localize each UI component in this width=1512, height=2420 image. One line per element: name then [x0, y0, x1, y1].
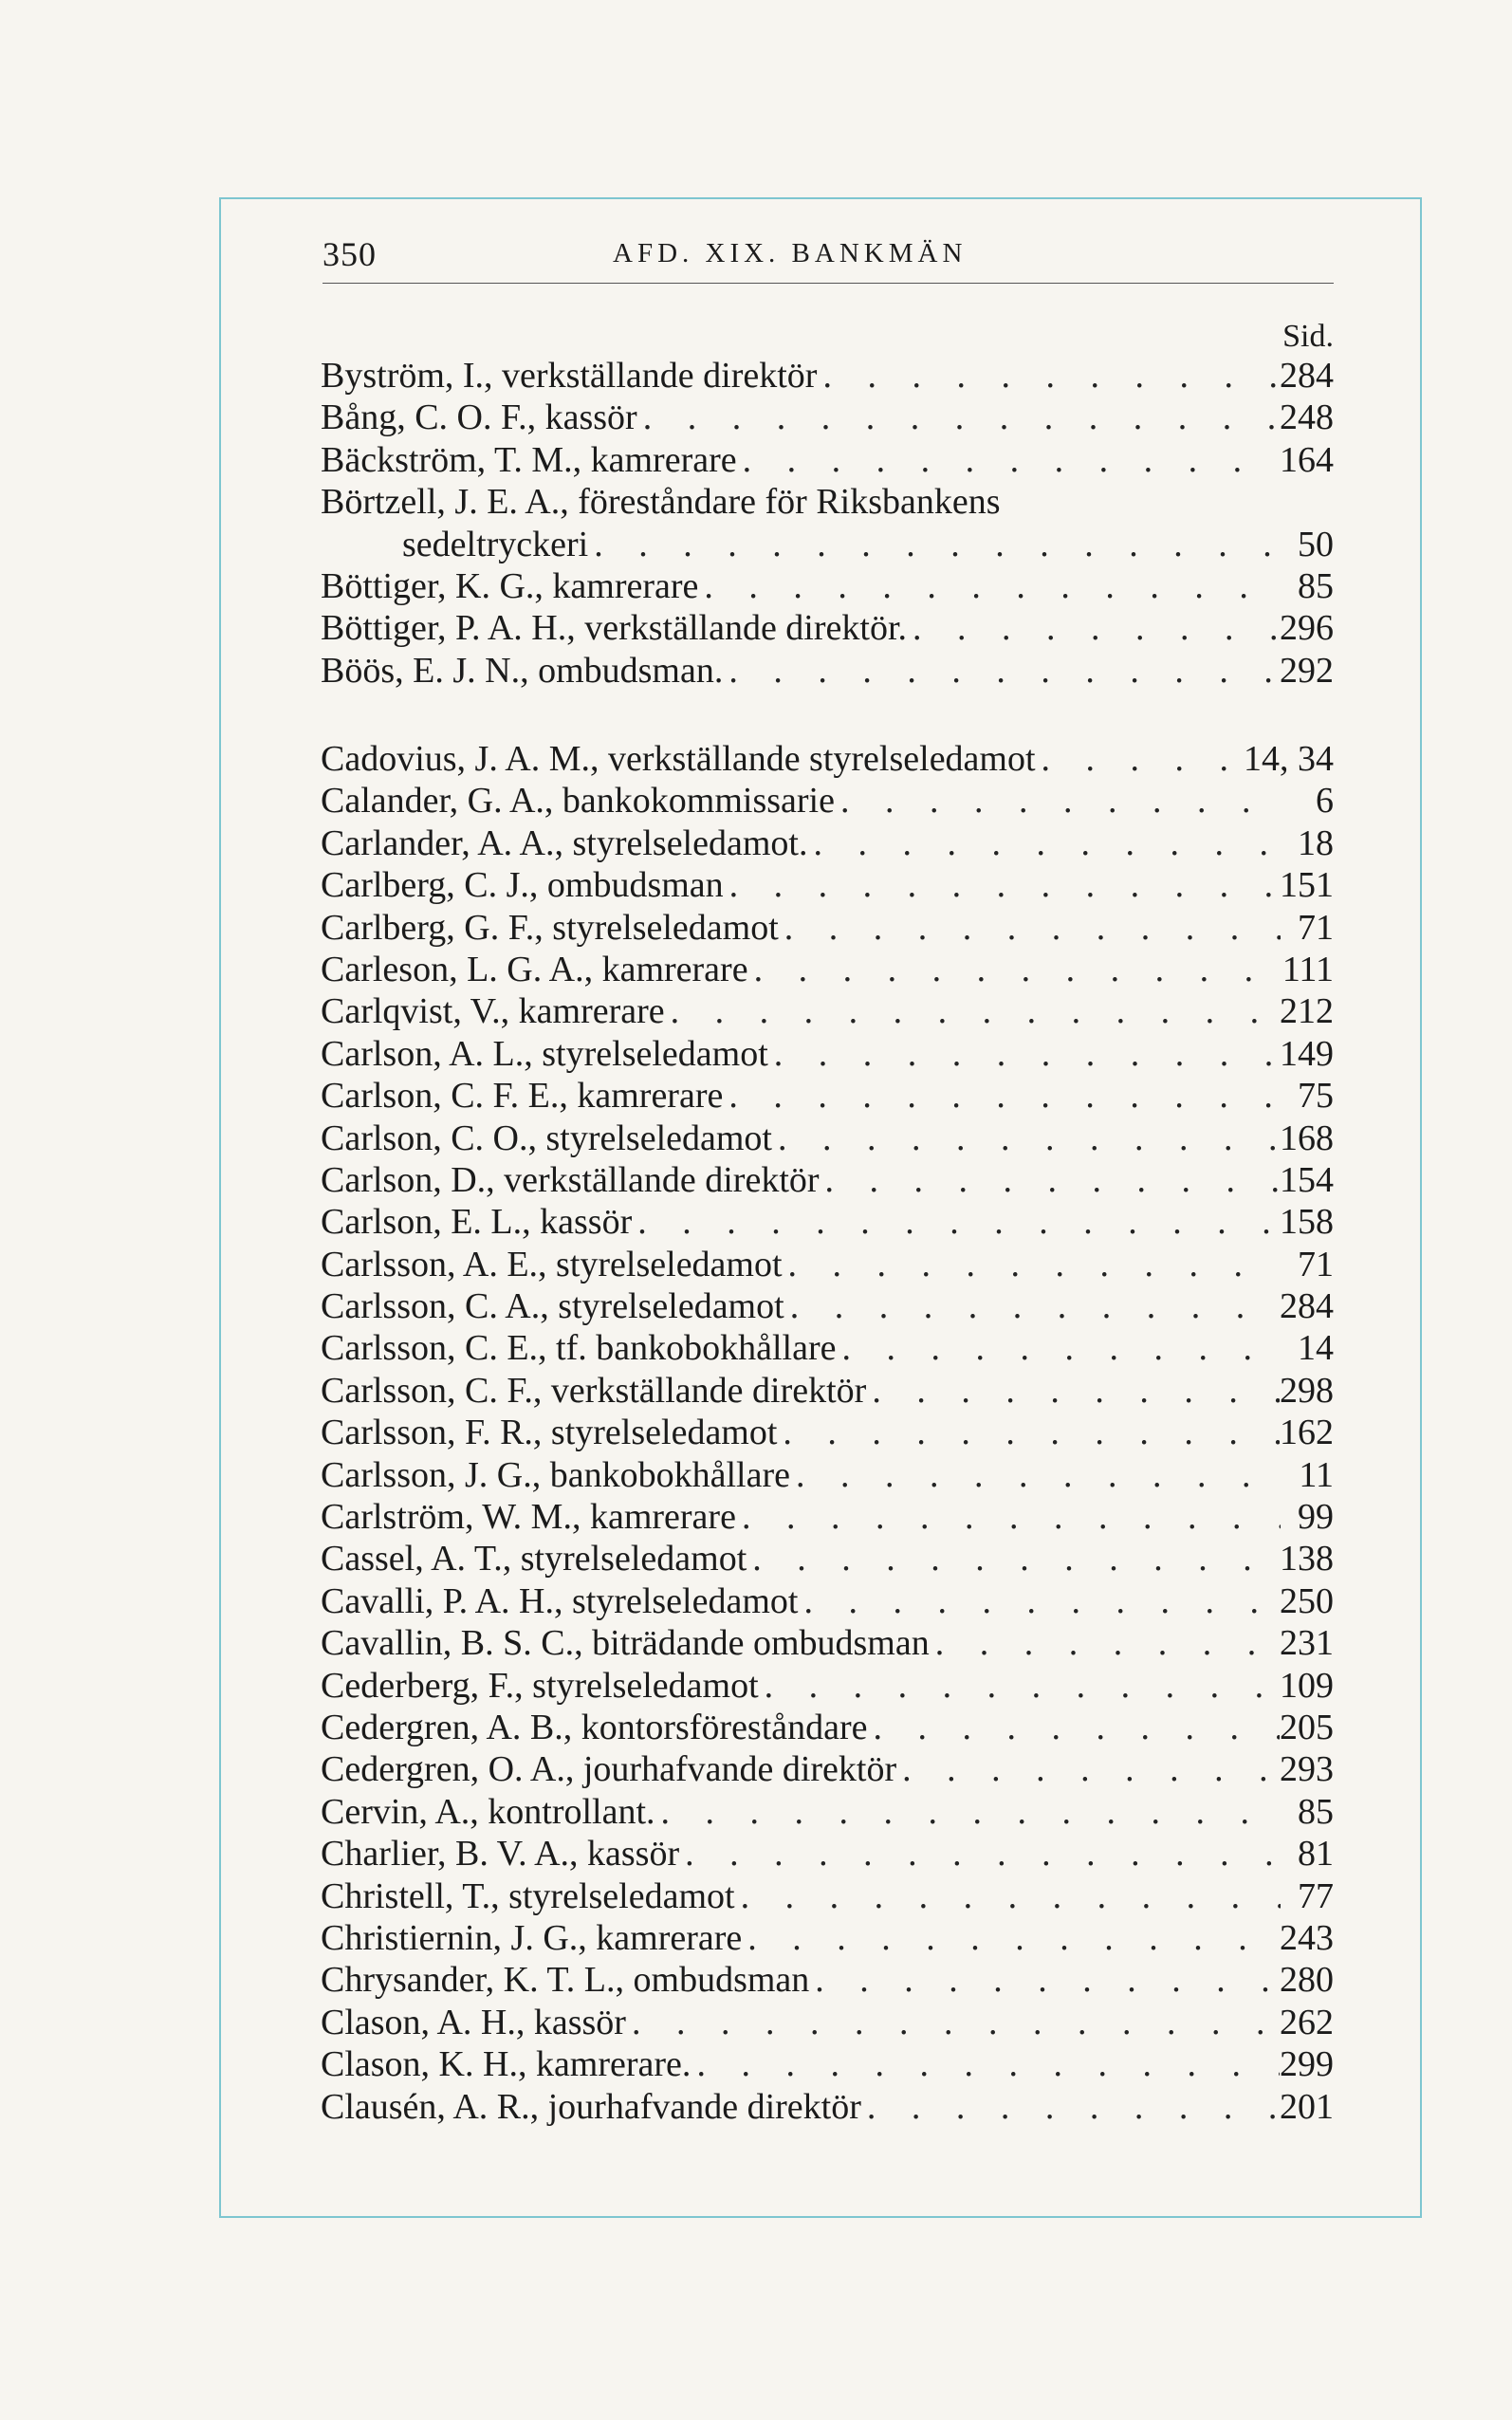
- entry-page-number: 18: [1298, 822, 1334, 863]
- entry-text: Carlsson, C. E., tf. bankobokhållare: [321, 1328, 837, 1369]
- leader-dots: [737, 439, 1280, 481]
- leader-dots: [1036, 738, 1244, 780]
- entry-page-number: 299: [1280, 2044, 1334, 2085]
- entry-text: Bång, C. O. F., kassör: [321, 397, 637, 438]
- leader-dots: [723, 650, 1280, 692]
- index-entry: [321, 1707, 1334, 1748]
- leader-dots: [790, 1454, 1281, 1496]
- entry-text: Carlson, C. O., styrelseledamot: [321, 1118, 772, 1158]
- entry-page-number: 85: [1298, 1791, 1334, 1832]
- entry-page-number: 164: [1280, 439, 1334, 480]
- leader-dots: [724, 864, 1280, 906]
- entry-text: Carlström, W. M., kamrerare: [321, 1497, 736, 1538]
- leader-dots: [783, 1244, 1281, 1285]
- index-entry: [321, 1075, 1334, 1117]
- entry-text: Carlson, E. L., kassör: [321, 1202, 633, 1243]
- index-entry: [321, 1454, 1334, 1496]
- leader-dots: [820, 1159, 1280, 1201]
- index-entry: [321, 524, 1334, 565]
- entry-text: Cassel, A. T., styrelseledamot: [321, 1539, 747, 1579]
- entry-text: Carlson, A. L., styrelseledamot: [321, 1033, 768, 1074]
- entry-text: Clason, K. H., kamrerare.: [321, 2044, 691, 2085]
- index-entry: [321, 2086, 1334, 2128]
- index-entry: [321, 397, 1334, 438]
- entry-page-number: 151: [1280, 865, 1334, 906]
- entry-text: Christell, T., styrelseledamot: [321, 1875, 735, 1916]
- leader-dots: [698, 565, 1281, 607]
- entry-text: Carlberg, C. J., ombudsman: [321, 865, 724, 906]
- index-entry: [321, 2043, 1334, 2085]
- entry-text: Böttiger, K. G., kamrerare: [321, 565, 699, 606]
- entry-text: Carlsson, F. R., styrelseledamot: [321, 1413, 778, 1453]
- entry-page-number: 71: [1298, 1244, 1334, 1284]
- leader-dots: [798, 1580, 1280, 1622]
- index-entry: [321, 1244, 1334, 1285]
- entry-text: Böttiger, P. A. H., verkställande direktör.: [321, 608, 908, 649]
- index-entry: [321, 481, 1334, 523]
- index-entry: [321, 607, 1334, 649]
- index-entry: [321, 949, 1334, 990]
- entry-text: Cedergren, O. A., jourhafvande direktör: [321, 1749, 897, 1790]
- leader-dots: [626, 2002, 1280, 2043]
- index-entry: [321, 907, 1334, 949]
- index-entry: [321, 738, 1334, 780]
- entry-text: Carlson, D., verkställande direktör: [321, 1159, 820, 1200]
- entry-page-number: 109: [1280, 1665, 1334, 1706]
- entry-page-number: 284: [1280, 356, 1334, 396]
- index-entry: [321, 1917, 1334, 1959]
- page-number: 350: [323, 235, 377, 273]
- leader-dots: [742, 1917, 1280, 1959]
- index-entry: [321, 780, 1334, 822]
- entry-text: Carlander, A. A., styrelseledamot.: [321, 822, 808, 863]
- entry-text: Carlsson, A. E., styrelseledamot: [321, 1244, 783, 1284]
- entry-text: Carlsson, J. G., bankobokhållare: [321, 1454, 790, 1495]
- index-entry: [321, 1665, 1334, 1707]
- leader-dots: [817, 355, 1280, 397]
- index-group-c: [321, 738, 1334, 2128]
- entry-page-number: 296: [1280, 608, 1334, 649]
- leader-dots: [736, 1496, 1281, 1538]
- entry-text: Börtzell, J. E. A., föreståndare för Riksbankens: [321, 482, 1001, 523]
- entry-page-number: 248: [1280, 397, 1334, 438]
- leader-dots: [809, 1959, 1280, 2001]
- leader-dots: [861, 2086, 1280, 2128]
- leader-dots: [777, 1412, 1280, 1453]
- entry-page-number: 6: [1316, 781, 1334, 822]
- running-head: AFD. XIX. BANKMÄN: [613, 238, 968, 268]
- index-entry: [321, 650, 1334, 692]
- entry-page-number: 99: [1298, 1497, 1334, 1538]
- entry-text: Carleson, L. G. A., kamrerare: [321, 949, 748, 989]
- index-entry: [321, 355, 1334, 397]
- index-entry: [321, 1412, 1334, 1453]
- entry-page-number: 154: [1280, 1159, 1334, 1200]
- entry-page-number: 298: [1280, 1370, 1334, 1411]
- entry-page-number: 14: [1298, 1328, 1334, 1369]
- leader-dots: [907, 607, 1280, 649]
- column-label: Sid.: [1282, 319, 1334, 354]
- leader-dots: [588, 524, 1281, 565]
- leader-dots: [735, 1875, 1281, 1917]
- leader-dots: [837, 1327, 1281, 1369]
- entry-page-number: 14, 34: [1244, 739, 1334, 779]
- leader-dots: [655, 1791, 1281, 1833]
- index-entry: [321, 822, 1334, 864]
- entry-page-number: 71: [1298, 907, 1334, 948]
- leader-dots: [748, 949, 1281, 990]
- index-entry: [321, 1538, 1334, 1579]
- entry-text: Carlson, C. F. E., kamrerare: [321, 1076, 724, 1117]
- entry-text: Cedergren, A. B., kontorsföreståndare: [321, 1707, 868, 1747]
- leader-dots: [772, 1118, 1280, 1159]
- entry-text: Chrysander, K. T. L., ombudsman: [321, 1960, 810, 2001]
- index-entry: [321, 1370, 1334, 1412]
- leader-dots: [866, 1370, 1280, 1412]
- index-entry: [321, 1201, 1334, 1243]
- entry-page-number: 250: [1280, 1580, 1334, 1621]
- index-entry: [321, 1118, 1334, 1159]
- leader-dots: [835, 780, 1281, 822]
- leader-dots: [691, 2043, 1280, 2085]
- index-entry: [321, 1159, 1334, 1201]
- entry-text: Cavalli, P. A. H., styrelseledamot: [321, 1580, 799, 1621]
- entry-page-number: 75: [1298, 1076, 1334, 1117]
- entry-page-number: 11: [1299, 1454, 1334, 1495]
- leader-dots: [768, 1033, 1280, 1075]
- index-entry: [321, 990, 1334, 1032]
- leader-dots: [747, 1538, 1280, 1579]
- entry-text: Böös, E. J. N., ombudsman.: [321, 650, 724, 691]
- entry-page-number: 212: [1280, 991, 1334, 1032]
- entry-text: Carlsson, C. A., styrelseledamot: [321, 1286, 784, 1327]
- entry-page-number: 162: [1280, 1413, 1334, 1453]
- leader-dots: [930, 1622, 1280, 1664]
- entry-text: Charlier, B. V. A., kassör: [321, 1834, 680, 1875]
- page-header: [323, 231, 1334, 284]
- entry-page-number: 292: [1280, 650, 1334, 691]
- index-group-b: [321, 355, 1334, 692]
- index-entry: [321, 1496, 1334, 1538]
- leader-dots: [637, 397, 1280, 438]
- index-entry: [321, 1748, 1334, 1790]
- entry-text: Carlsson, C. F., verkställande direktör: [321, 1370, 867, 1411]
- entry-text: Cederberg, F., styrelseledamot: [321, 1665, 759, 1706]
- entry-page-number: 293: [1280, 1749, 1334, 1790]
- leader-dots: [723, 1075, 1281, 1117]
- index-entry: [321, 1959, 1334, 2001]
- entry-page-number: 77: [1298, 1875, 1334, 1916]
- index-entry: [321, 1791, 1334, 1833]
- entry-page-number: 81: [1298, 1834, 1334, 1875]
- index-entry: [321, 1622, 1334, 1664]
- index-entry: [321, 1285, 1334, 1327]
- entry-page-number: 284: [1280, 1286, 1334, 1327]
- entry-page-number: 85: [1298, 565, 1334, 606]
- entry-text: sedeltryckeri: [402, 524, 589, 564]
- leader-dots: [868, 1707, 1280, 1748]
- entry-text: Carlberg, G. F., styrelseledamot: [321, 907, 779, 948]
- entry-page-number: 149: [1280, 1033, 1334, 1074]
- entry-page-number: 50: [1298, 524, 1334, 564]
- index-entry: [321, 1033, 1334, 1075]
- entry-text: Carlqvist, V., kamrerare: [321, 991, 665, 1032]
- leader-dots: [807, 822, 1281, 864]
- leader-dots: [779, 907, 1281, 949]
- leader-dots: [759, 1665, 1280, 1707]
- index-entry: [321, 439, 1334, 481]
- entry-page-number: 280: [1280, 1960, 1334, 2001]
- entry-text: Cervin, A., kontrollant.: [321, 1791, 655, 1832]
- index-entry: [321, 1833, 1334, 1875]
- entry-text: Cadovius, J. A. M., verkställande styrelseledamot: [321, 739, 1036, 779]
- index-entry: [321, 2002, 1334, 2043]
- leader-dots: [679, 1833, 1281, 1875]
- entry-text: Clason, A. H., kassör: [321, 2002, 626, 2042]
- entry-text: Christiernin, J. G., kamrerare: [321, 1917, 743, 1958]
- entry-page-number: 111: [1282, 949, 1334, 989]
- entry-text: Calander, G. A., bankokommissarie: [321, 781, 835, 822]
- leader-dots: [665, 990, 1280, 1032]
- index-entry: [321, 1580, 1334, 1622]
- entry-page-number: 262: [1280, 2002, 1334, 2042]
- entry-page-number: 201: [1280, 2086, 1334, 2127]
- entry-page-number: 168: [1280, 1118, 1334, 1158]
- entry-page-number: 158: [1280, 1202, 1334, 1243]
- leader-dots: [896, 1748, 1280, 1790]
- entry-page-number: 243: [1280, 1917, 1334, 1958]
- entry-page-number: 138: [1280, 1539, 1334, 1579]
- entry-text: Clausén, A. R., jourhafvande direktör: [321, 2086, 861, 2127]
- index-entry: [321, 565, 1334, 607]
- leader-dots: [784, 1285, 1280, 1327]
- entry-text: Cavallin, B. S. C., biträdande ombudsman: [321, 1623, 930, 1664]
- entry-page-number: 205: [1280, 1707, 1334, 1747]
- entry-text: Bäckström, T. M., kamrerare: [321, 439, 737, 480]
- index-entry: [321, 1875, 1334, 1917]
- index-entry: [321, 1327, 1334, 1369]
- leader-dots: [632, 1201, 1280, 1243]
- index-entry: [321, 864, 1334, 906]
- entry-page-number: 231: [1280, 1623, 1334, 1664]
- entry-text: Byström, I., verkställande direktör: [321, 356, 818, 396]
